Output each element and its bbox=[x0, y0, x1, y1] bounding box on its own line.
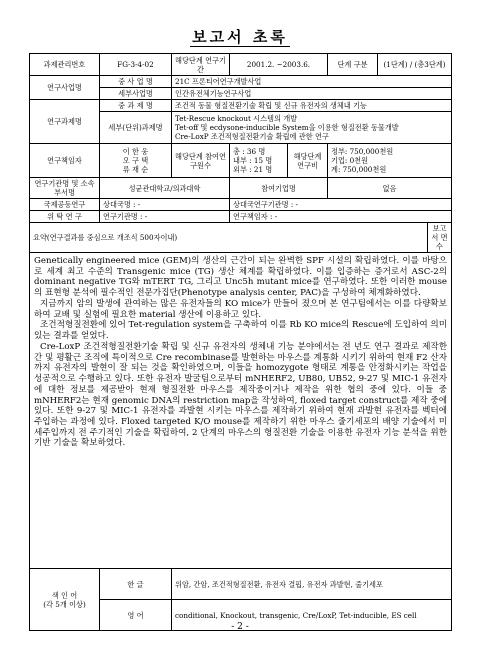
researchers-label: 연구책임자 bbox=[30, 144, 100, 178]
partner-label: 참여기업명 bbox=[230, 178, 328, 199]
report-pages-label: 보고서 면수 bbox=[428, 223, 452, 253]
researcher-count: 총 : 36 명 bbox=[233, 147, 266, 156]
researcher-name: 이 한 웅 bbox=[122, 147, 149, 156]
summary-paragraph: Genetically engineered mice (GEM)의 생산의 근간이 되는 완벽한 SPF 시설의 확립하였다. 이를 바탕으로 세계 최고 수준의 Transgenic mice (TG) 생산 체계를 확립하였다. 이를 입증하는 증거로서 ASC-2의 dominant negative TG와 mTERT TG, 그리고 Unc5h mutant mice를 연구하였다. 또한 이러한 mouse의 표현형 분석에 필수적인 전문가집단(Phenotype analysis center, PAC)을 구성하여 체계화하였다. bbox=[34, 256, 448, 299]
research-cost: 계: 750,000천원 bbox=[331, 165, 387, 174]
researchers-row bbox=[30, 144, 452, 178]
project-info-row bbox=[30, 54, 452, 76]
sub-task-line: Cre-LoxP 조건적형질전환기술 확립에 관한 연구 bbox=[175, 132, 329, 141]
summary-paragraph: Cre-LoxP 조건적형질전환기술 확립 및 신규 유전자의 생체내 기능 분야에서는 전 년도 연구 결과로 제작한 간 및 평활근 조직에 특이적으로 Cre recombinase를 발현하는 마우스를 계통화 시키기 위하여 현재 F2 산자까지 유전자의 발현이 잘 되는 것을 확인하였으며, 이들을 homozygote 형태로 계통을 안정화시키는 작업을 성공적으로 수행하고 있다. 또한 유전자 발굴팀으로부터 mNHERF2, UB80, UB52, 9-27 및 MIC-1 유전자에 대한 정보를 제공받아 현재 형질전환 마우스를 제작중이거나 제작을 위한 협의 중에 있다. 이들 중 mNHERF2는 현재 genomic DNA의 restriction map을 작성하여, floxed target construct를 제작 중에 있다. 또한 9-27 및 MIC-1 유전자를 과발현 시키는 마우스를 제작하기 위하여 현재 과발현 유전자를 벡터에 주입하는 과정에 있다. Floxed targeted K/O mouse를 제작하기 위한 마우스 줄기세포의 배양 기술에서 미세주입까지 전 주기적인 기술을 확립하여, 2 단계의 마우스의 형질전환 기술을 이용한 유전자 기능 분석을 위한 기반 기술을 확보하였다. bbox=[34, 341, 448, 449]
research-cost-label: 해당단계 연구비 bbox=[288, 144, 328, 178]
summary-paragraph: 조건적형질전환에 있어 Tet-regulation system을 구축하여 이를 Rb KO mice의 Rescue에 도입하여 의미 있는 결과를 얻었다. bbox=[34, 320, 448, 342]
researcher-names bbox=[100, 144, 172, 178]
research-cost: 정부: 750,000천원 bbox=[331, 147, 394, 156]
researcher-count-label: 해당단계 참여연구원수 bbox=[172, 144, 230, 178]
summary-body bbox=[30, 253, 452, 569]
sub-task-line: Tet-off 및 ecdysone-inducible System을 이용한 형질전환 동물개발 bbox=[175, 123, 399, 132]
main-task-label: 중 과 제 명 bbox=[100, 100, 172, 112]
english-keywords-label: 영 어 bbox=[100, 600, 172, 631]
summary-paragraph: 지금까지 암의 발생에 관여하는 많은 유전자들의 KO mice가 만들어 졌으며 본 연구팀에서는 이를 다량확보하여 교배 및 실험에 필요한 material 생산에 이용하고 있다. bbox=[34, 298, 448, 320]
page-number: - 2 - bbox=[231, 622, 249, 632]
sub-project-label: 세부사업명 bbox=[100, 88, 172, 100]
outsourced-institution: 연구기관명 : - bbox=[100, 211, 230, 223]
report-abstract-form bbox=[29, 53, 452, 631]
main-task-value: 조건적 동물 형질전환기술 확립 및 신규 유전자의 생체내 기능 bbox=[172, 100, 452, 112]
outsourced-label: 위 탁 연 구 bbox=[30, 211, 100, 223]
period-value: 2001.2. ~2003.6. bbox=[230, 54, 328, 76]
korean-keywords: 위암, 간암, 조건적형질전환, 유전자 결핍, 유전자 과발현, 줄기세포 bbox=[172, 569, 452, 600]
stage-label: 단계 구분 bbox=[328, 54, 378, 76]
sub-task-line: Tet-Rescue knockout 시스템의 개발 bbox=[175, 114, 298, 123]
stage-value: (1단계) / (총3단계) bbox=[378, 54, 452, 76]
collab-institution: 상대국연구기관명 : - bbox=[230, 199, 452, 211]
sub-task-values bbox=[172, 112, 452, 144]
english-keywords: conditional, Knockout, transgenic, Cre/LoxP, Tet-inducible, ES cell bbox=[172, 600, 452, 631]
institution-value: 성균관대학교/의과대학 bbox=[100, 178, 230, 199]
researcher-count: 내부 : 15 명 bbox=[233, 156, 273, 165]
collab-country: 상대국명 : - bbox=[100, 199, 230, 211]
project-number-label: 과제관리번호 bbox=[30, 54, 100, 76]
summary-label: 요약(연구결과를 중심으로 개조식 500자이내) bbox=[30, 223, 428, 253]
period-label: 해당단계 연구기간 bbox=[172, 54, 230, 76]
page-title: 보고서 초록 bbox=[192, 28, 288, 46]
keywords-title: 색 인 어 bbox=[51, 590, 78, 600]
outsourced-lead: 연구책임자 : - bbox=[230, 211, 452, 223]
research-cost: 기업: 0천원 bbox=[331, 156, 369, 165]
main-project-value: 21C 프론티어연구개발사업 bbox=[172, 76, 452, 88]
keywords-subtitle: (각 5개 이상) bbox=[43, 599, 86, 609]
researcher-counts bbox=[230, 144, 288, 178]
institution-label: 연구기관명 및 소속부서명 bbox=[30, 178, 100, 199]
korean-keywords-label: 한 글 bbox=[100, 569, 172, 600]
sub-task-label: 세부(단위)과제명 bbox=[100, 112, 172, 144]
researcher-count: 외부 : 21 명 bbox=[233, 165, 273, 174]
research-costs bbox=[328, 144, 452, 178]
collab-label: 국제공동연구 bbox=[30, 199, 100, 211]
researcher-name: 오 구 택 bbox=[122, 156, 149, 165]
sub-project-value: 인간유전체기능연구사업 bbox=[172, 88, 452, 100]
partner-value: 없음 bbox=[328, 178, 452, 199]
project-number: FG-3-4-02 bbox=[100, 54, 172, 76]
researcher-name: 류 재 순 bbox=[122, 165, 149, 174]
project-names-label: 연구사업명 bbox=[30, 76, 100, 100]
task-names-label: 연구과제명 bbox=[30, 100, 100, 144]
main-project-label: 중 사 업 명 bbox=[100, 76, 172, 88]
